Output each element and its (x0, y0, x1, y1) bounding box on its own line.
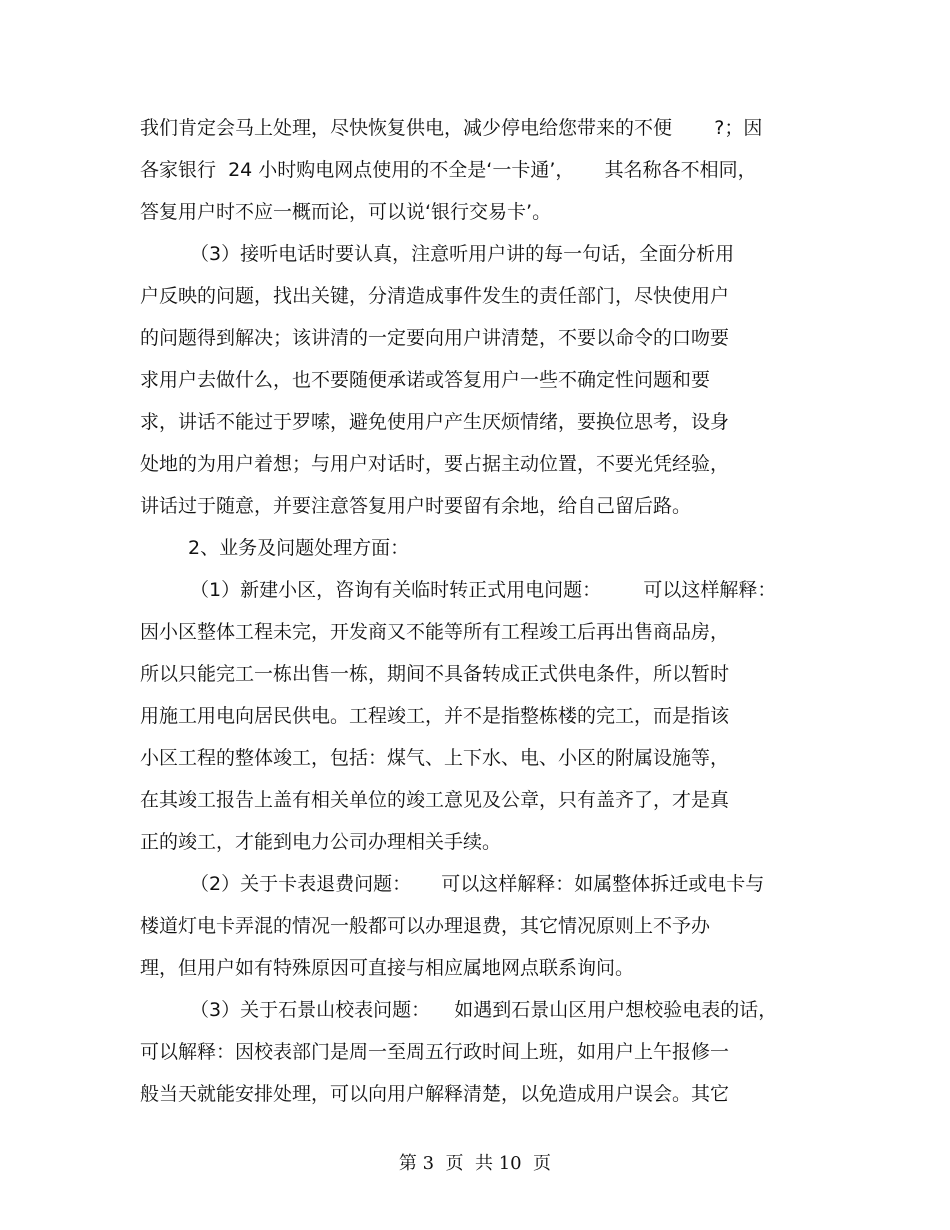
text-line: 我们肯定会马上处理，尽快恢复供电，减少停电给您带来的不便 ?；因 (140, 117, 763, 139)
text-line: 户反映的问题，找出关键，分清造成事件发生的责任部门，尽快使用户 (140, 285, 730, 307)
text-line: 的问题得到解决；该讲清的一定要向用户讲清楚，不要以命令的口吻要 (140, 327, 730, 349)
text-line: 般当天就能安排处理，可以向用户解释清楚，以免造成用户误会。其它 (140, 1083, 730, 1105)
text-line: 处地的为用户着想；与用户对话时，要占据主动位置，不要光凭经验， (140, 453, 730, 475)
text-line: 讲话过于随意，并要注意答复用户时要留有余地，给自己留后路。 (140, 495, 692, 517)
text-line: 求用户去做什么，也不要随便承诺或答复用户一些不确定性问题和要 (140, 369, 711, 391)
section-heading: 2、业务及问题处理方面： (188, 537, 410, 559)
text-line: 求，讲话不能过于罗嗦，避免使用户产生厌烦情绪，要换位思考，设身 (140, 411, 730, 433)
page-number-footer: 第 3 页 共 10 页 (398, 1153, 552, 1174)
text-line: 答复用户时不应一概而论，可以说‘银行交易卡’。 (140, 201, 552, 223)
text-line: （2）关于卡表退费问题： 可以这样解释：如属整体拆迁或电卡与 (190, 873, 765, 895)
text-line: 小区工程的整体竣工，包括：煤气、上下水、电、小区的附属设施等， (140, 747, 730, 769)
text-line: （3）接听电话时要认真，注意听用户讲的每一句话，全面分析用 (190, 243, 735, 265)
text-line: 各家银行 24 小时购电网点使用的不全是‘一卡通’， 其名称各不相同， (140, 159, 757, 181)
text-line: （3）关于石景山校表问题： 如遇到石景山区用户想校验电表的话， (190, 999, 778, 1021)
text-line: 所以只能完工一栋出售一栋，期间不具备转成正式供电条件，所以暂时 (140, 663, 730, 685)
text-line: 楼道灯电卡弄混的情况一般都可以办理退费，其它情况原则上不予办 (140, 915, 711, 937)
text-line: 在其竣工报告上盖有相关单位的竣工意见及公章，只有盖齐了，才是真 (140, 789, 730, 811)
text-line: 可以解释：因校表部门是周一至周五行政时间上班，如用户上午报修一 (140, 1041, 730, 1063)
text-line: （1）新建小区，咨询有关临时转正式用电问题： 可以这样解释： (190, 579, 777, 601)
text-line: 正的竣工，才能到电力公司办理相关手续。 (140, 831, 502, 853)
text-line: 理，但用户如有特殊原因可直接与相应属地网点联系询问。 (140, 957, 635, 979)
text-line: 因小区整体工程未完，开发商又不能等所有工程竣工后再出售商品房， (140, 621, 730, 643)
text-line: 用施工用电向居民供电。工程竣工，并不是指整栋楼的完工，而是指该 (140, 705, 730, 727)
